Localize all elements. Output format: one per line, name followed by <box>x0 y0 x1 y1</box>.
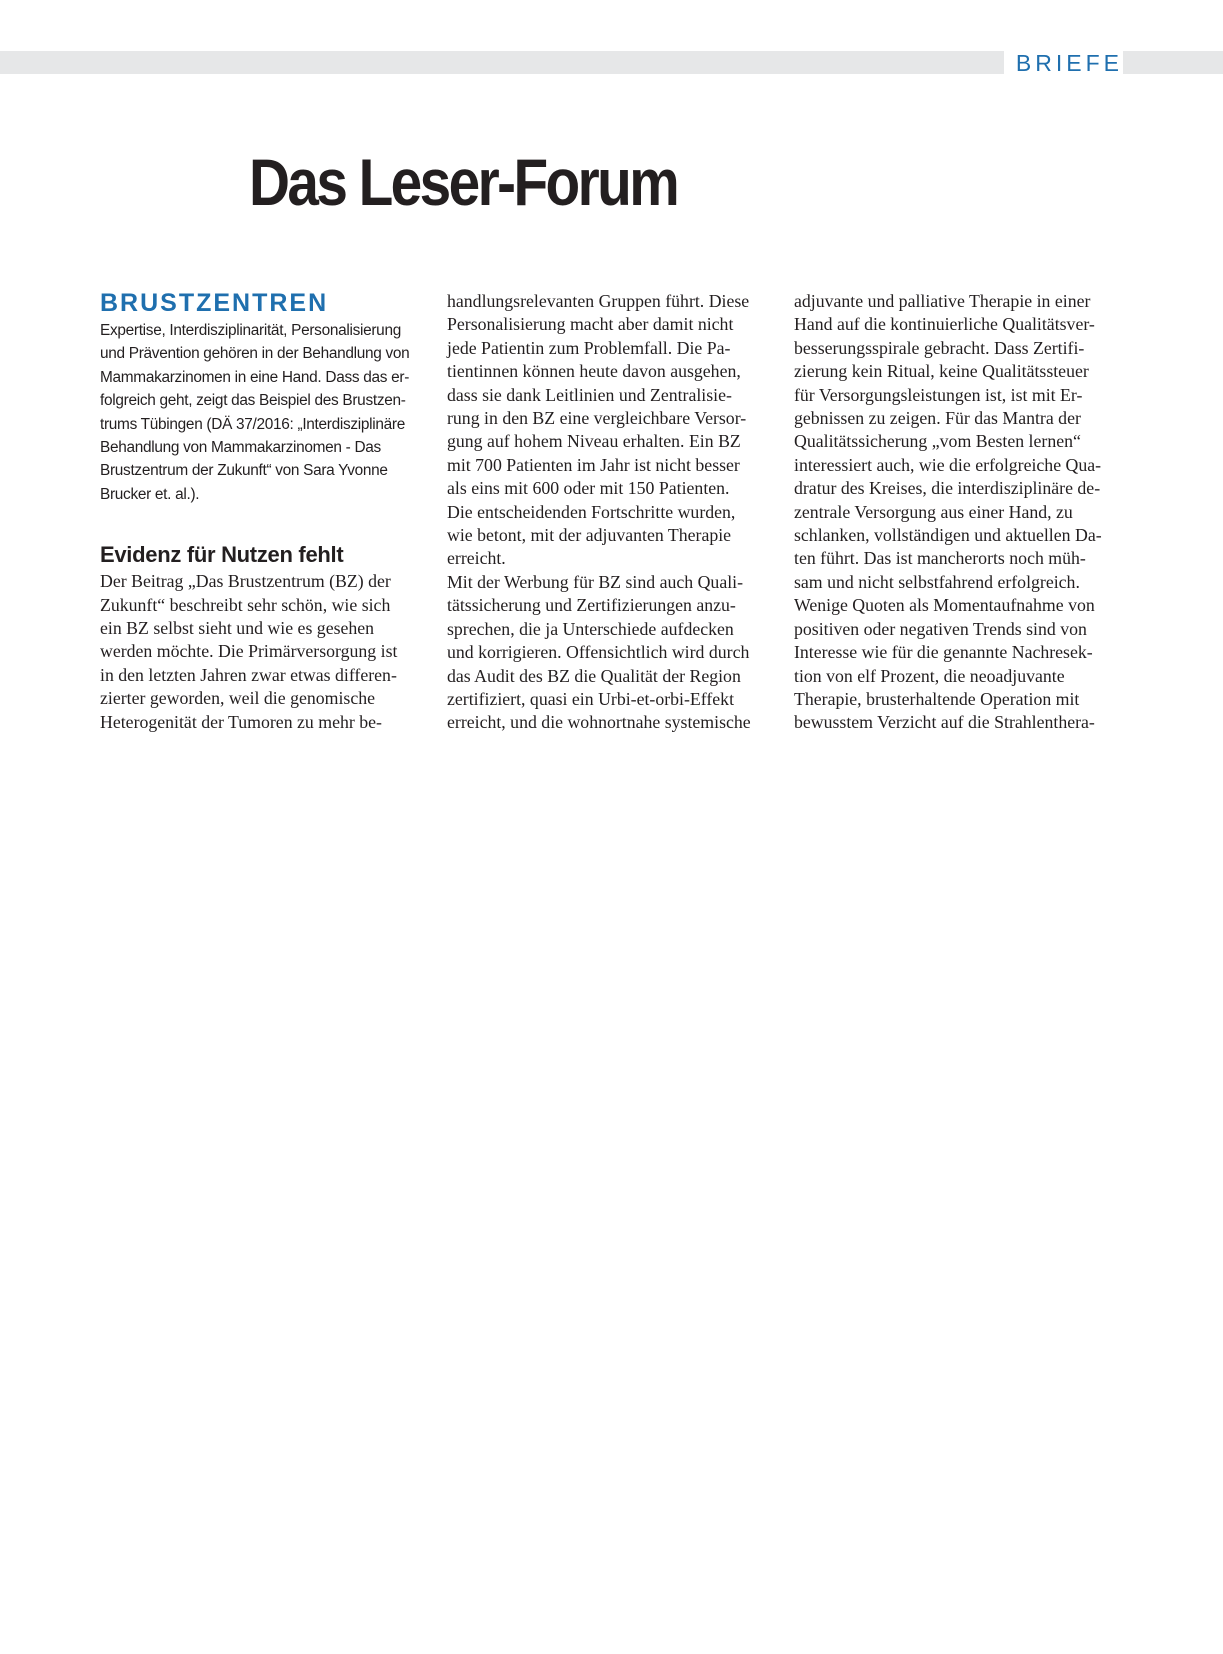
text-line: Heterogenität der Tumoren zu mehr be- <box>100 711 382 732</box>
text-line: positiven oder negativen Trends sind von <box>794 618 1087 639</box>
text-line: wie betont, mit der adjuvanten Therapie <box>447 525 732 546</box>
page-title: Das Leser-Forum <box>249 145 678 219</box>
text-line: in den letzten Jahren zwar etwas differen- <box>100 664 397 685</box>
text-line: gebnissen zu zeigen. Für das Mantra der <box>794 408 1081 429</box>
intro-line: folgreich geht, zeigt das Beispiel des Brustzen- <box>100 392 406 410</box>
text-line: Die entscheidenden Fortschritte wurden, <box>447 501 736 522</box>
text-line: handlungsrelevanten Gruppen führt. Diese <box>447 291 750 311</box>
text-line: Mit der Werbung für BZ sind auch Quali- <box>447 571 744 592</box>
text-line: Der Beitrag „Das Brustzentrum (BZ) der <box>100 571 391 592</box>
text-line: adjuvante und palliative Therapie in einer <box>794 291 1091 311</box>
intro-line: Expertise, Interdisziplinarität, Personalisierung <box>100 322 401 339</box>
letter-text-col1 <box>100 570 430 734</box>
text-line: zierter geworden, weil die genomische <box>100 688 376 709</box>
text-line: Qualitätssicherung „vom Besten lernen“ <box>794 431 1081 452</box>
intro-line: trums Tübingen (DÄ 37/2016: „Interdisziplinäre <box>100 415 406 433</box>
text-line: zertifiziert, quasi ein Urbi-et-orbi-Effekt <box>447 688 735 709</box>
text-line: schlanken, vollständigen und aktuellen Da- <box>794 525 1102 546</box>
intro-line: Mammakarzinomen in eine Hand. Dass das er- <box>100 368 410 386</box>
text-line: erreicht, und die wohnortnahe systemische <box>447 712 751 733</box>
text-line: tientinnen können heute davon ausgehen, <box>447 361 741 382</box>
intro-line: Brucker et. al.). <box>100 485 200 503</box>
text-line: ten führt. Das ist mancherorts noch müh- <box>794 548 1086 569</box>
text-line: interessiert auch, wie die erfolgreiche Qua- <box>794 454 1102 475</box>
text-line: mit 700 Patienten im Jahr ist nicht besser <box>447 454 740 475</box>
text-line: Zukunft“ beschreibt sehr schön, wie sich <box>100 594 391 615</box>
letter-heading: Evidenz für Nutzen fehlt <box>100 542 344 568</box>
text-line: Hand auf die kontinuierliche Qualitätsver- <box>794 314 1095 335</box>
article-column-3 <box>794 290 1124 735</box>
text-line: tätssicherung und Zertifizierungen anzu- <box>447 595 736 616</box>
text-line: erreicht. <box>447 548 506 569</box>
text-line: zentrale Versorgung aus einer Hand, zu <box>794 501 1073 522</box>
text-line: tion von elf Prozent, die neoadjuvante <box>794 665 1065 686</box>
article-intro <box>100 319 430 506</box>
text-line: sprechen, die ja Unterschiede aufdecken <box>447 618 734 639</box>
text-line: bewusstem Verzicht auf die Strahlenthera- <box>794 712 1095 733</box>
text-line: ein BZ selbst sieht und wie es gesehen <box>100 618 375 639</box>
intro-line: Brustzentrum der Zukunft“ von Sara Yvonne <box>100 462 388 480</box>
section-label: BRIEFE <box>1004 48 1123 78</box>
topic-heading: BRUSTZENTREN <box>100 289 329 317</box>
text-line: jede Patientin zum Problemfall. Die Pa- <box>447 337 731 358</box>
text-line: dass sie dank Leitlinien und Zentralisie- <box>447 384 732 405</box>
article-column-2 <box>447 290 777 735</box>
text-line: für Versorgungsleistungen ist, ist mit Er- <box>794 384 1083 405</box>
text-line: und korrigieren. Offensichtlich wird durch <box>447 642 750 663</box>
text-line: Therapie, brusterhaltende Operation mit <box>794 688 1080 709</box>
text-line: Personalisierung macht aber damit nicht <box>447 314 734 335</box>
text-line: Wenige Quoten als Momentaufnahme von <box>794 595 1095 616</box>
text-line: sam und nicht selbstfahrend erfolgreich. <box>794 571 1080 592</box>
text-line: zierung kein Ritual, keine Qualitätssteuer <box>794 361 1089 382</box>
article-column-1 <box>100 288 430 734</box>
text-line: dratur des Kreises, die interdisziplinäre de- <box>794 478 1101 499</box>
text-line: besserungsspirale gebracht. Dass Zertifi- <box>794 337 1085 358</box>
text-line: als eins mit 600 oder mit 150 Patienten. <box>447 478 730 499</box>
intro-line: Behandlung von Mammakarzinomen - Das <box>100 439 381 457</box>
text-line: Interesse wie für die genannte Nachresek- <box>794 642 1093 663</box>
intro-line: und Prävention gehören in der Behandlung von <box>100 345 410 363</box>
text-line: gung auf hohem Niveau erhalten. Ein BZ <box>447 431 741 452</box>
text-line: rung in den BZ eine vergleichbare Versor- <box>447 408 747 429</box>
text-line: das Audit des BZ die Qualität der Region <box>447 665 741 686</box>
text-line: werden möchte. Die Primärversorgung ist <box>100 641 398 662</box>
